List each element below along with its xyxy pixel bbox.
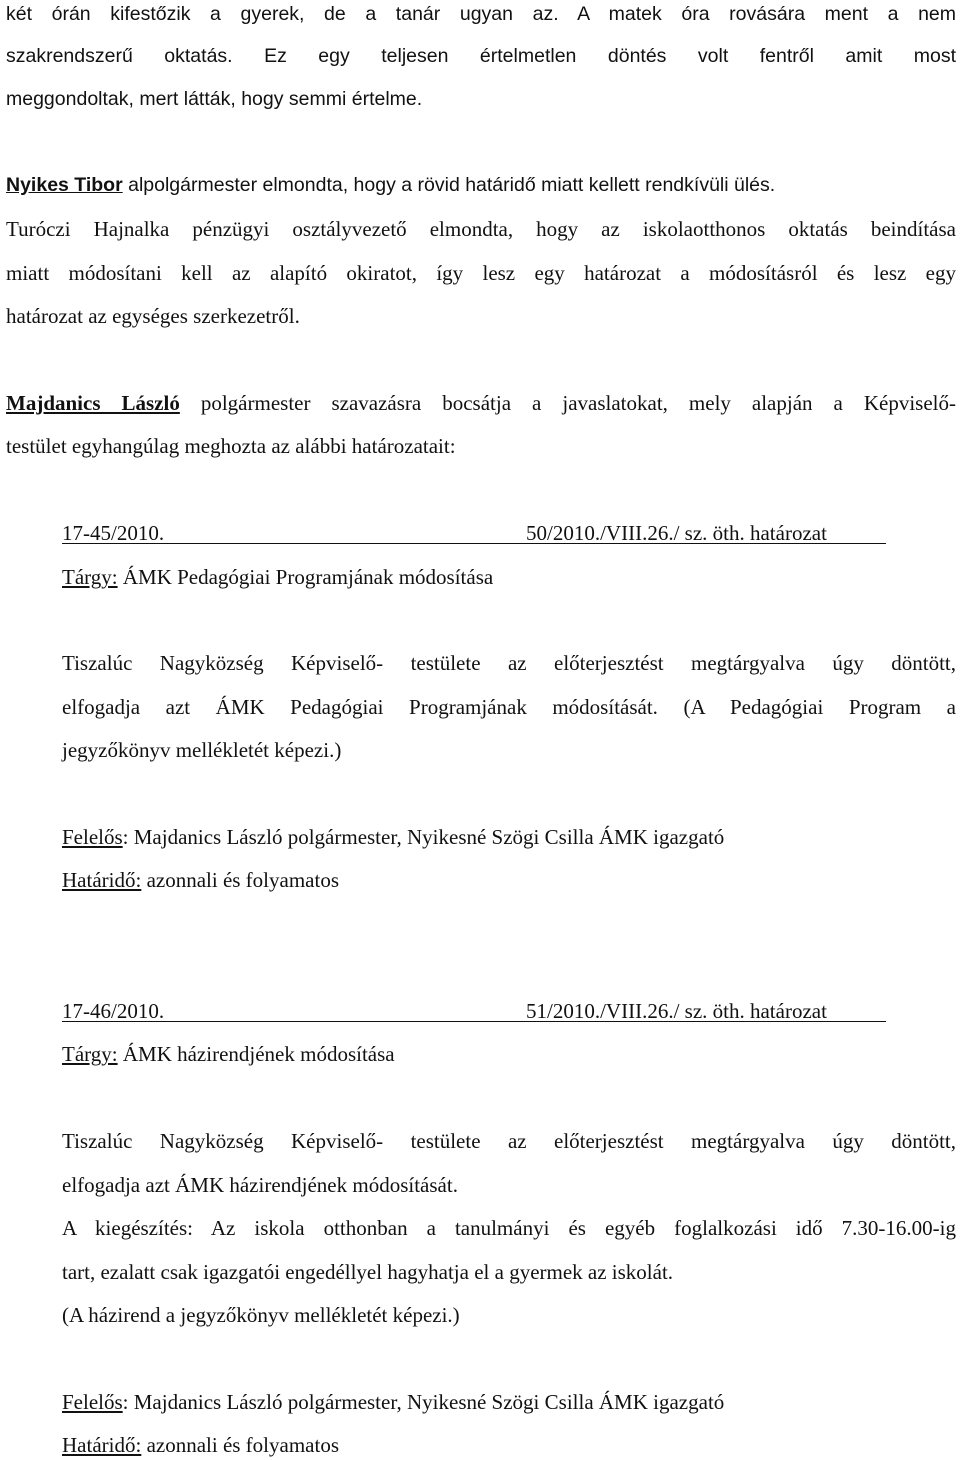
- resolution-number: 50/2010./VIII.26./ sz. öth. határozat: [526, 521, 827, 545]
- speaker-name: Majdanics László: [6, 391, 180, 415]
- nyikes-text: alpolgármester elmondta, hogy a rövid határidő miatt kellett rendkívüli ülés.: [122, 174, 776, 196]
- res2-body-line-5: (A házirend a jegyzőkönyv mellékletét képezi.): [62, 1303, 460, 1327]
- resolution-number: 51/2010./VIII.26./ sz. öth. határozat: [526, 999, 827, 1023]
- resolution-header-2: [62, 998, 886, 1024]
- turoczi-line-2: miatt módosítani kell az alapító okiratot, így lesz egy határozat a módosításról és lesz egy: [6, 261, 956, 285]
- res1-responsible: [62, 824, 956, 850]
- resolution-code: 17-45/2010.: [62, 521, 165, 545]
- resolution-code: 17-46/2010.: [62, 999, 165, 1023]
- resolution-header-1: [62, 520, 886, 546]
- responsible-text: : Majdanics László polgármester, Nyikesné Szögi Csilla ÁMK igazgató: [122, 1390, 725, 1414]
- subject-label: Tárgy:: [62, 1042, 118, 1066]
- majdanics-line-1: [6, 390, 956, 416]
- deadline-text: azonnali és folyamatos: [141, 868, 339, 892]
- deadline-label: Határidő:: [62, 1433, 142, 1457]
- responsible-label: Felelős: [62, 1390, 123, 1414]
- responsible-text: : Majdanics László polgármester, Nyikesné Szögi Csilla ÁMK igazgató: [122, 825, 725, 849]
- speaker-name: Nyikes Tibor: [6, 174, 123, 196]
- nyikes-paragraph: [6, 172, 956, 198]
- resolution-subject-2: [62, 1041, 956, 1067]
- deadline-text: azonnali és folyamatos: [141, 1433, 339, 1457]
- responsible-label: Felelős: [62, 825, 123, 849]
- res1-body-line-2: elfogadja azt ÁMK Pedagógiai Programjának módosítását. (A Pedagógiai Program a: [62, 695, 956, 719]
- subject-label: Tárgy:: [62, 565, 118, 589]
- res2-body-line-2: elfogadja azt ÁMK házirendjének módosítását.: [62, 1173, 458, 1197]
- resolution-subject-1: [62, 564, 956, 590]
- res1-deadline: [62, 867, 956, 893]
- res2-body-line-3: A kiegészítés: Az iskola otthonban a tanulmányi és egyéb foglalkozási idő 7.30-16.00-ig: [62, 1216, 956, 1240]
- res1-body-line-1: Tiszalúc Nagyközség Képviselő- testülete az előterjesztést megtárgyalva úgy döntött,: [62, 651, 956, 675]
- subject-text: ÁMK Pedagógiai Programjának módosítása: [117, 565, 494, 589]
- turoczi-line-1: Turóczi Hajnalka pénzügyi osztályvezető elmondta, hogy az iskolaotthonos oktatás beindítása: [6, 217, 956, 241]
- deadline-label: Határidő:: [62, 868, 142, 892]
- majdanics-text-1: polgármester szavazásra bocsátja a javaslatokat, mely alapján a Képviselő-: [179, 391, 956, 415]
- intro-line-3: meggondoltak, mert látták, hogy semmi értelme.: [6, 88, 423, 110]
- res2-body-line-4: tart, ezalatt csak igazgatói engedéllyel hagyhatja el a gyermek az iskolát.: [62, 1260, 674, 1284]
- majdanics-line-2: testület egyhangúlag meghozta az alábbi határozatait:: [6, 434, 456, 458]
- res2-deadline: [62, 1432, 956, 1458]
- res2-responsible: [62, 1389, 956, 1415]
- res2-body-line-1: Tiszalúc Nagyközség Képviselő- testülete az előterjesztést megtárgyalva úgy döntött,: [62, 1129, 956, 1153]
- res1-body-line-3: jegyzőkönyv mellékletét képezi.): [62, 738, 342, 762]
- turoczi-line-3: határozat az egységes szerkezetről.: [6, 304, 300, 328]
- subject-text: ÁMK házirendjének módosítása: [117, 1042, 395, 1066]
- intro-line-1: két órán kifestőzik a gyerek, de a tanár ugyan az. A matek óra rovására ment a nem: [6, 3, 956, 25]
- intro-line-2: szakrendszerű oktatás. Ez egy teljesen értelmetlen döntés volt fentről amit most: [6, 45, 956, 67]
